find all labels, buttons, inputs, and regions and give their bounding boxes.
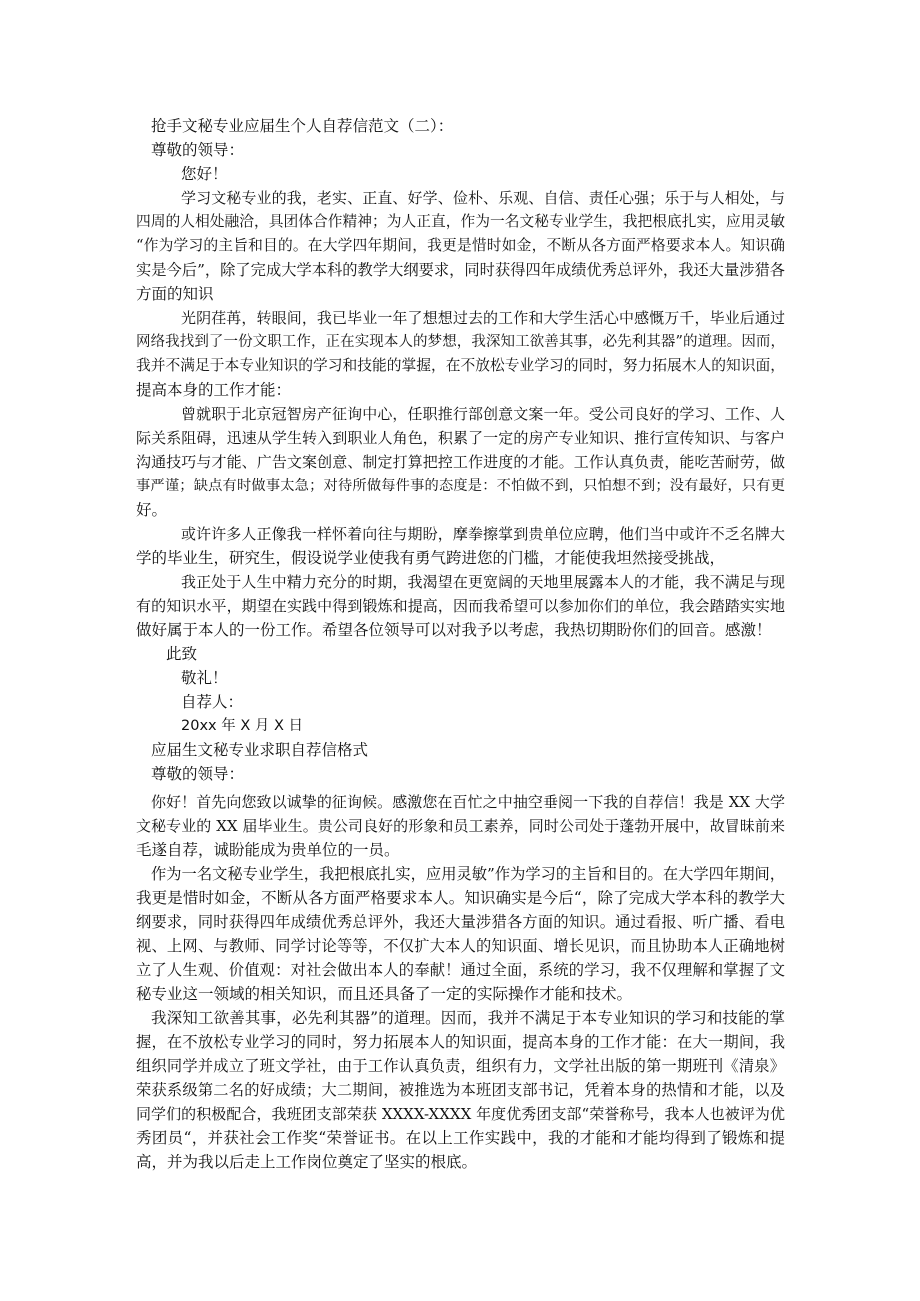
letter1-p4-line: 学的毕业生，研究生，假设说学业使我有勇气跨进您的门槛，才能使我坦然接受挑战， (136, 549, 726, 567)
letter1-p2-line: 提高本身的工作才能： (136, 381, 292, 399)
letter1-p3-line: 沟通技巧与才能、广告文案创意、制定打算把控工作进度的才能。工作认真负责，能吃苦耐劳，做 (136, 453, 785, 471)
letter2-salutation: 尊敬的领导： (151, 765, 245, 783)
letter2-p1-line: 你好！首先向您致以诚挚的征询候。感激您在百忙之中抽空垂阅一下我的自荐信！我是 XX 大学 (151, 793, 785, 811)
letter2-p2-line: 我更是惜时如金，不断从各方面严格要求本人。知识确实是今后“，除了完成大学本科的教学大 (136, 889, 785, 907)
letter2-p3-line: 组织同学并成立了班文学社，由于工作认真负责，组织有力，文学社出版的第一期班刊《清泉》 (136, 1057, 785, 1075)
letter1-p5-line: 做好属于本人的一份工作。希望各位领导可以对我予以考虑，我热切期盼你们的回音。感激！ (136, 621, 772, 639)
letter1-p2-line: 光阴荏苒，转眼间，我已毕业一年了想想过去的工作和大学生活心中感慨万千，毕业后通过 (181, 309, 785, 327)
letter1-date: 20xx 年 X 月 X 日 (181, 718, 304, 734)
letter2-p3-line: 同学们的积极配合，我班团支部荣获 XXXX-XXXX 年度优秀团支部“荣誉称号，我本人也被评为优 (136, 1105, 785, 1123)
letter1-title: 抢手文秘专业应届生个人自荐信范文（二）： (151, 117, 454, 135)
letter1-p3-line: 曾就职于北京冠智房产征询中心，任职推行部创意文案一年。受公司良好的学习、工作、人 (181, 405, 785, 423)
letter2-p2-line: 秘专业这一领域的相关知识，而且还具备了一定的实际操作才能和技术。 (136, 985, 633, 1003)
letter2-p1-line: 文秘专业的 XX 届毕业生。贵公司良好的形象和员工素养，同时公司处于蓬勃开展中，故冒昧前来 (136, 817, 785, 835)
letter1-signer: 自荐人： (181, 693, 244, 711)
letter2-p2-line: 立了人生观、价值观：对社会做出本人的奉献！通过全面，系统的学习，我不仅理解和掌握了文 (136, 961, 785, 979)
letter1-p1-line: 学习文秘专业的我，老实、正直、好学、俭朴、乐观、自信、责任心强；乐于与人相处，与 (181, 189, 785, 207)
letter2-p2-line: 纲要求，同时获得四年成绩优秀总评外，我还大量涉猎各方面的知识。通过看报、听广播、看电 (136, 913, 785, 931)
letter1-p1-line: 实是今后”，除了完成大学本科的教学大纲要求，同时获得四年成绩优秀总评外，我还大量涉猎各 (136, 261, 785, 279)
letter2-p3-line: 我深知工欲善其事，必先利其器”的道理。因而，我并不满足于本专业知识的学习和技能的掌 (151, 1009, 785, 1027)
letter1-p5-line: 有的知识水平，期望在实践中得到锻炼和提高，因而我希望可以参加你们的单位，我会踏踏实实地 (136, 597, 785, 615)
letter1-p3-line: 好。 (136, 501, 168, 519)
letter1-greeting: 您好！ (181, 165, 228, 183)
letter2-p3-line: 荣获系级第二名的好成绩；大二期间，被推选为本班团支部书记，凭着本身的热情和才能，以及 (136, 1081, 785, 1099)
letter1-p5-line: 我正处于人生中精力充分的时期，我渴望在更宽阔的天地里展露本人的才能，我不满足与现 (181, 573, 785, 591)
letter1-p3-line: 事严谨；缺点有时做事太急；对待所做每件事的态度是：不怕做不到，只怕想不到；没有最好，只有更 (136, 478, 785, 494)
letter1-closing: 此致 (166, 645, 198, 663)
letter2-p3-line: 高，并为我以后走上工作岗位奠定了坚实的根底。 (136, 1153, 478, 1171)
letter1-p2-line: 网络我找到了一份文职工作，正在实现本人的梦想，我深知工欲善其事，必先利其器”的道理。因而， (136, 334, 785, 350)
letter1-p2-line: 我并不满足于本专业知识的学习和技能的掌握，在不放松专业学习的同时，努力拓展木人的知识面， (136, 357, 785, 374)
letter1-p4-line: 或许许多人正像我一样怀着向往与期盼，摩拳擦掌到贵单位应聘，他们当中或许不乏名牌大 (181, 525, 785, 543)
letter2-p2-line: 作为一名文秘专业学生，我把根底扎实，应用灵敏”作为学习的主旨和目的。在大学四年期间， (151, 865, 785, 883)
letter2-p1-line: 毛遂自荐，诚盼能成为贵单位的一员。 (136, 841, 400, 859)
letter1-p1-line: “作为学习的主旨和目的。在大学四年期间，我更是惜时如金，不断从各方面严格要求本人。知识确 (136, 237, 785, 254)
letter1-salutation: 尊敬的领导： (151, 141, 245, 159)
letter2-title: 应届生文秘专业求职自荐信格式 (151, 741, 369, 759)
letter2-p2-line: 视、上网、与教师、同学讨论等等，不仅扩大本人的知识面、增长见识，而且协助本人正确地树 (136, 937, 785, 955)
letter1-closing-regards: 敬礼！ (181, 669, 228, 687)
letter1-p1-line: 方面的知识 (136, 285, 214, 303)
letter2-p3-line: 握，在不放松专业学习的同时，努力拓展本人的知识面，提高本身的工作才能：在大一期间，我 (136, 1033, 785, 1051)
letter1-p3-line: 际关系阻碍，迅速从学生转入到职业人角色，积累了一定的房产专业知识、推行宣传知识、与客户 (136, 429, 785, 447)
letter1-p1-line: 四周的人相处融洽，具团体合作精神；为人正直，作为一名文秘专业学生，我把根底扎实，应用灵敏 (136, 213, 785, 230)
letter2-p3-line: 秀团员“，并获社会工作奖“荣誉证书。在以上工作实践中，我的才能和才能均得到了锻炼和提 (136, 1129, 785, 1147)
